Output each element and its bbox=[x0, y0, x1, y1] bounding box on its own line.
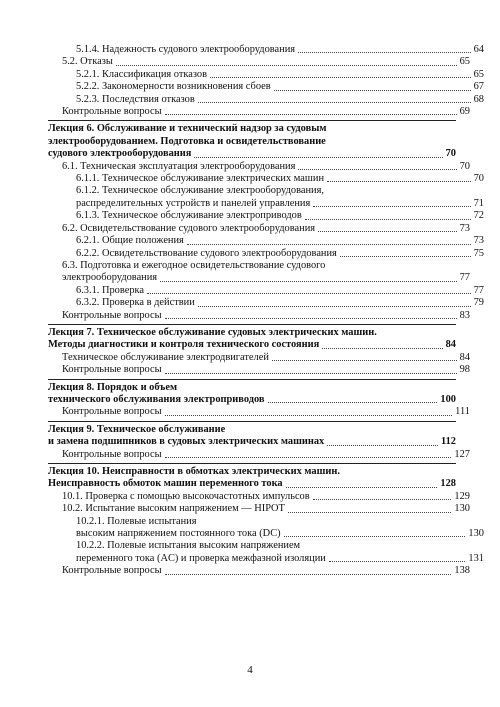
toc-entry bbox=[48, 81, 484, 93]
toc-entry-text: Лекция 10. Неисправности в обмотках электрических машин. bbox=[48, 466, 340, 477]
dot-leader bbox=[313, 206, 470, 207]
toc-entry-text: Техническое обслуживание электродвигателей bbox=[62, 351, 269, 363]
dot-leader bbox=[194, 157, 442, 158]
toc-entry-text: Лекция 8. Порядок и объем bbox=[48, 381, 178, 393]
dot-leader bbox=[298, 169, 456, 170]
toc-entry-text: Контрольные вопросы bbox=[62, 106, 162, 118]
toc-entry-text: 6.2.1. Общие положения bbox=[76, 235, 184, 247]
toc-entry-text: 5.2.1. Классификация отказов bbox=[76, 68, 208, 80]
toc-page-number: 130 bbox=[454, 503, 470, 515]
toc-entry-text: Контрольные вопросы bbox=[62, 364, 162, 376]
toc-entry-text: технического обслуживания электроприводов bbox=[48, 393, 265, 405]
toc-entry bbox=[48, 173, 484, 185]
toc-entry bbox=[48, 565, 470, 577]
toc-page-number: 73 bbox=[459, 222, 470, 234]
dot-leader bbox=[160, 281, 457, 282]
toc-entry-text: электрооборудованием. Подготовка и освидетельствование bbox=[48, 135, 326, 147]
dot-leader bbox=[165, 415, 453, 416]
toc-entry bbox=[48, 310, 470, 322]
toc-page-number: 67 bbox=[473, 81, 484, 93]
toc-entry-text: 10.1. Проверка с помощью высокочастотных импульсов bbox=[62, 490, 310, 502]
page-number: 4 bbox=[247, 664, 253, 676]
toc-entry bbox=[48, 379, 456, 407]
toc-entry-text: 6.3.1. Проверка bbox=[76, 284, 145, 296]
toc-entry bbox=[48, 364, 470, 376]
toc-page-number: 127 bbox=[454, 448, 470, 460]
toc-entry-text: Контрольные вопросы bbox=[62, 406, 162, 418]
toc-page-number: 70 bbox=[473, 173, 484, 185]
dot-leader bbox=[305, 219, 471, 220]
dot-leader bbox=[318, 231, 457, 232]
dot-leader bbox=[165, 373, 457, 374]
toc-entry-text: Контрольные вопросы bbox=[62, 448, 162, 460]
toc-entry bbox=[48, 285, 484, 297]
toc-entry bbox=[48, 94, 484, 106]
toc-entry-text: 5.2.2. Закономерности возникновения сбоев bbox=[76, 81, 271, 93]
toc-entry-text: Лекция 7. Техническое обслуживание судовых электрических машин. bbox=[48, 326, 377, 338]
toc-page-number: 73 bbox=[473, 235, 484, 247]
table-of-contents bbox=[48, 44, 484, 578]
toc-entry bbox=[48, 449, 470, 461]
toc-page-number: 100 bbox=[440, 393, 456, 405]
toc-entry bbox=[48, 106, 470, 118]
dot-leader bbox=[327, 181, 471, 182]
toc-entry-text: электрооборудования bbox=[62, 272, 158, 284]
toc-entry bbox=[48, 352, 470, 364]
toc-entry bbox=[48, 69, 484, 81]
toc-entry-text: и замена подшипников в судовых электрических машинах bbox=[48, 436, 325, 448]
dot-leader bbox=[165, 318, 457, 319]
toc-page-number: 70 bbox=[445, 148, 456, 160]
toc-page-number: 65 bbox=[459, 56, 470, 68]
toc-entry-text: 5.2. Отказы bbox=[62, 56, 113, 68]
toc-entry-text: Лекция 9. Техническое обслуживание bbox=[48, 423, 226, 435]
toc-page-number: 64 bbox=[473, 44, 484, 55]
toc-entry-text: 6.1.2. Техническое обслуживание электрооборудования, bbox=[76, 185, 324, 197]
toc-page-number: 77 bbox=[473, 284, 484, 296]
toc-entry-text: 10.2.2. Полевые испытания высоким напряжением bbox=[76, 540, 301, 552]
toc-page-number: 128 bbox=[440, 478, 456, 490]
toc-page-number: 129 bbox=[454, 490, 470, 502]
dot-leader bbox=[288, 512, 452, 513]
toc-page-number: 65 bbox=[473, 68, 484, 80]
dot-leader bbox=[165, 114, 457, 115]
toc-entry bbox=[48, 324, 456, 352]
toc-entry-text: Методы диагностики и контроля технического состояния bbox=[48, 339, 320, 351]
dot-leader bbox=[165, 457, 452, 458]
toc-entry bbox=[48, 260, 470, 285]
toc-page-number: 69 bbox=[459, 106, 470, 118]
toc-page-number: 72 bbox=[473, 210, 484, 222]
toc-entry-text: Контрольные вопросы bbox=[62, 565, 162, 577]
dot-leader bbox=[329, 561, 466, 562]
toc-entry bbox=[48, 491, 470, 503]
toc-entry bbox=[48, 210, 484, 222]
dot-leader bbox=[147, 293, 471, 294]
dot-leader bbox=[165, 574, 452, 575]
toc-entry-text: 6.2. Освидетельствование судового электрооборудования bbox=[62, 222, 316, 234]
toc-page-number: 79 bbox=[473, 297, 484, 309]
toc-page-number: 112 bbox=[440, 436, 456, 448]
toc-entry-text: высоким напряжением постоянного тока (DC) bbox=[76, 528, 281, 540]
toc-entry-text: 5.1.4. Надежность судового электрооборудования bbox=[76, 44, 296, 55]
toc-entry-text: переменного тока (AC) и проверка межфазной изоляции bbox=[76, 552, 326, 564]
toc-entry-text: 10.2. Испытание высоким напряжением — HIPOT bbox=[62, 503, 285, 515]
toc-entry bbox=[48, 516, 484, 541]
toc-entry bbox=[48, 56, 470, 68]
toc-page-number: 83 bbox=[459, 309, 470, 321]
toc-entry-text: судового электрооборудования bbox=[48, 148, 192, 160]
toc-entry bbox=[48, 185, 484, 210]
toc-page-number: 131 bbox=[468, 552, 484, 564]
toc-entry bbox=[48, 161, 470, 173]
toc-entry bbox=[48, 248, 484, 260]
dot-leader bbox=[272, 360, 457, 361]
dot-leader bbox=[198, 306, 471, 307]
dot-leader bbox=[286, 487, 438, 488]
toc-page-number: 130 bbox=[468, 528, 484, 540]
toc-entry-text: 10.2.1. Полевые испытания bbox=[76, 515, 197, 527]
toc-entry-text: 5.2.3. Последствия отказов bbox=[76, 93, 195, 105]
toc-entry bbox=[48, 235, 484, 247]
dot-leader bbox=[313, 499, 452, 500]
toc-entry bbox=[48, 297, 484, 309]
toc-entry-text: 6.1.1. Техническое обслуживание электрических машин bbox=[76, 173, 325, 185]
toc-entry-text: распределительных устройств и панелей управления bbox=[76, 197, 311, 209]
toc-entry-text: 6.3.2. Проверка в действии bbox=[76, 297, 195, 309]
toc-entry bbox=[48, 463, 456, 491]
toc-entry-text: 6.1. Техническая эксплуатация электрооборудования bbox=[62, 160, 296, 172]
dot-leader bbox=[187, 244, 471, 245]
toc-entry-text: 6.2.2. Освидетельствование судового электрооборудования bbox=[76, 247, 337, 259]
toc-entry-text: Контрольные вопросы bbox=[62, 309, 162, 321]
dot-leader bbox=[268, 402, 438, 403]
toc-entry-text: 6.3. Подготовка и ежегодное освидетельствование судового bbox=[62, 259, 326, 271]
dot-leader bbox=[116, 65, 457, 66]
dot-leader bbox=[210, 77, 471, 78]
dot-leader bbox=[284, 536, 466, 537]
dot-leader bbox=[198, 102, 471, 103]
toc-page-number: 77 bbox=[459, 272, 470, 284]
toc-page-number: 71 bbox=[473, 197, 484, 209]
toc-entry-text: Лекция 6. Обслуживание и технический надзор за судовым bbox=[48, 123, 327, 135]
toc-page-number: 111 bbox=[455, 406, 470, 418]
toc-entry bbox=[48, 540, 484, 565]
dot-leader bbox=[298, 52, 471, 53]
toc-page-number: 84 bbox=[445, 339, 456, 351]
toc-page-number: 70 bbox=[459, 160, 470, 172]
toc-page-number: 68 bbox=[473, 93, 484, 105]
toc-entry bbox=[48, 120, 456, 160]
toc-entry bbox=[48, 44, 484, 56]
toc-page-number: 75 bbox=[473, 247, 484, 259]
toc-page-number: 138 bbox=[454, 565, 470, 577]
dot-leader bbox=[322, 348, 442, 349]
toc-entry-text: 6.1.3. Техническое обслуживание электроприводов bbox=[76, 210, 302, 222]
toc-entry bbox=[48, 421, 456, 449]
dot-leader bbox=[327, 445, 438, 446]
toc-page-number: 98 bbox=[459, 364, 470, 376]
toc-page-number: 84 bbox=[459, 351, 470, 363]
toc-entry-text: Неисправность обмоток машин переменного тока bbox=[48, 478, 283, 490]
dot-leader bbox=[340, 256, 471, 257]
toc-entry bbox=[48, 406, 470, 418]
toc-entry bbox=[48, 503, 470, 515]
dot-leader bbox=[274, 90, 471, 91]
toc-entry bbox=[48, 223, 470, 235]
